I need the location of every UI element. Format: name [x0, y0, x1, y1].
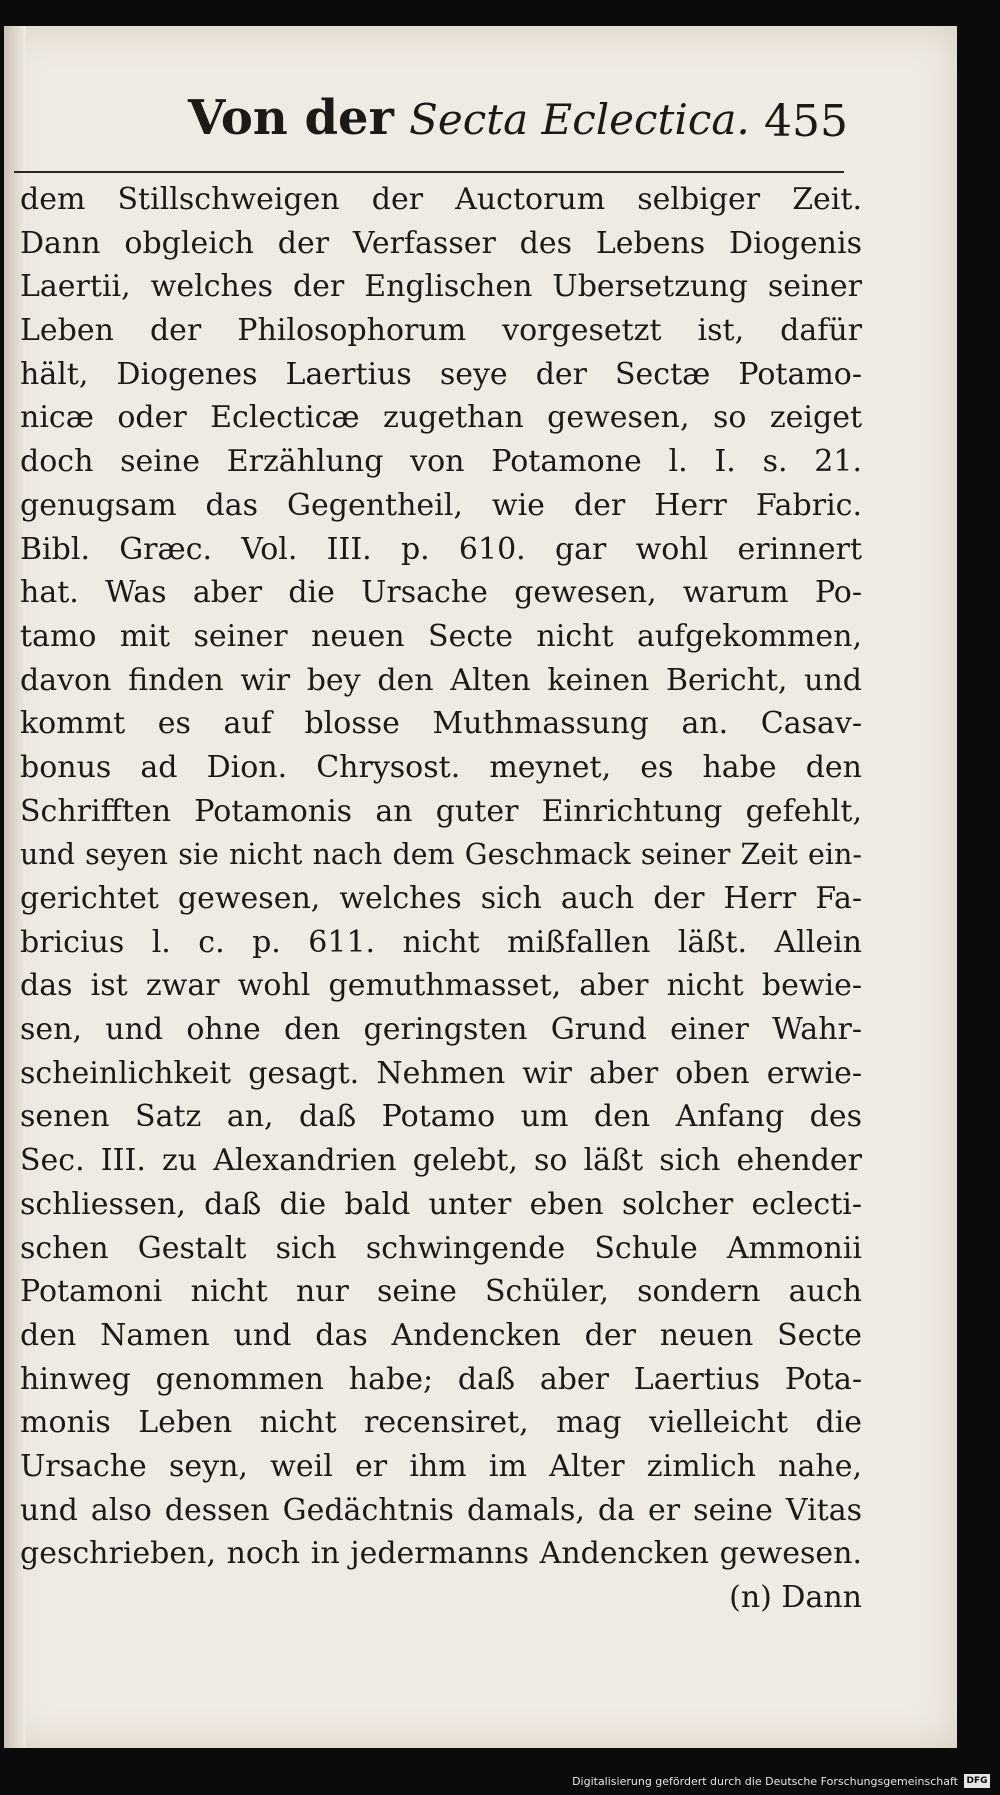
running-title-blackletter: Von der	[188, 90, 394, 146]
text-line: hinweg genommen habe; daß aber Laertius Pota-	[20, 1361, 862, 1397]
text-line: genugsam das Gegentheil, wie der Herr Fabric.	[20, 487, 862, 523]
text-line: und also dessen Gedächtnis damals, da er seine Vitas	[20, 1492, 862, 1528]
text-line: Schrifften Potamonis an guter Einrichtung gefehlt,	[20, 793, 862, 829]
text-line: und seyen sie nicht nach dem Geschmack seiner Zeit ein-	[20, 838, 862, 872]
text-line: den Namen und das Andencken der neuen Secte	[20, 1317, 862, 1353]
text-line: bricius l. c. p. 611. nicht mißfallen läßt. Allein	[20, 924, 862, 960]
page-number: 455	[764, 96, 848, 147]
text-line: davon finden wir bey den Alten keinen Bericht, und	[20, 662, 862, 698]
text-line: hat. Was aber die Ursache gewesen, warum Po-	[20, 575, 862, 611]
text-line: doch seine Erzählung von Potamone l. I. s. 21.	[20, 444, 862, 480]
text-line: das ist zwar wohl gemuthmasset, aber nicht bewie-	[20, 968, 862, 1004]
book-page	[4, 26, 957, 1748]
text-line: Leben der Philosophorum vorgesetzt ist, dafür	[20, 313, 862, 349]
header-rule	[14, 171, 844, 173]
text-line: Sec. III. zu Alexandrien gelebt, so läßt sich ehender	[20, 1143, 862, 1179]
text-line: sen, und ohne den geringsten Grund einer Wahr-	[20, 1012, 862, 1048]
text-line: nicæ oder Eclecticæ zugethan gewesen, so zeiget	[20, 400, 862, 436]
text-line: geschrieben, noch in jedermanns Andencken gewesen.	[20, 1536, 862, 1572]
text-line: dem Stillschweigen der Auctorum selbiger Zeit.	[20, 182, 862, 217]
text-line: scheinlichkeit gesagt. Nehmen wir aber oben erwie-	[20, 1055, 862, 1091]
text-line: Potamoni nicht nur seine Schüler, sondern auch	[20, 1274, 862, 1310]
text-line: Ursache seyn, weil er ihm im Alter zimlich nahe,	[20, 1448, 862, 1484]
text-line: Bibl. Græc. Vol. III. p. 610. gar wohl erinnert	[20, 531, 862, 567]
text-line: bonus ad Dion. Chrysost. meynet, es habe den	[20, 749, 862, 785]
dfg-logo-icon: DFG	[964, 1774, 990, 1788]
digitization-footer	[0, 1768, 1000, 1795]
text-line: schliessen, daß die bald unter eben solcher eclecti-	[20, 1186, 862, 1222]
catchword: (n) Dann	[729, 1580, 862, 1615]
text-line: gerichtet gewesen, welches sich auch der Herr Fa-	[20, 881, 862, 916]
text-line: monis Leben nicht recensiret, mag vielleicht die	[20, 1405, 862, 1441]
text-line: kommt es auf blosse Muthmassung an. Casav-	[20, 706, 862, 742]
text-line: Laertii, welches der Englischen Ubersetzung seiner	[20, 269, 862, 305]
running-title-italic: Secta Eclectica.	[409, 95, 750, 144]
text-line: senen Satz an, daß Potamo um den Anfang des	[20, 1099, 862, 1135]
body-text	[20, 178, 862, 1620]
running-title	[188, 90, 750, 146]
text-line: Dann obgleich der Verfasser des Lebens Diogenis	[20, 225, 862, 261]
text-line: hält, Diogenes Laertius seye der Sectæ Potamo-	[20, 356, 862, 392]
funding-credit: Digitalisierung gefördert durch die Deutsche Forschungsgemeinschaft	[572, 1775, 958, 1788]
running-header	[4, 76, 957, 156]
text-line: tamo mit seiner neuen Secte nicht aufgekommen,	[20, 618, 862, 654]
text-line: schen Gestalt sich schwingende Schule Ammonii	[20, 1230, 862, 1266]
